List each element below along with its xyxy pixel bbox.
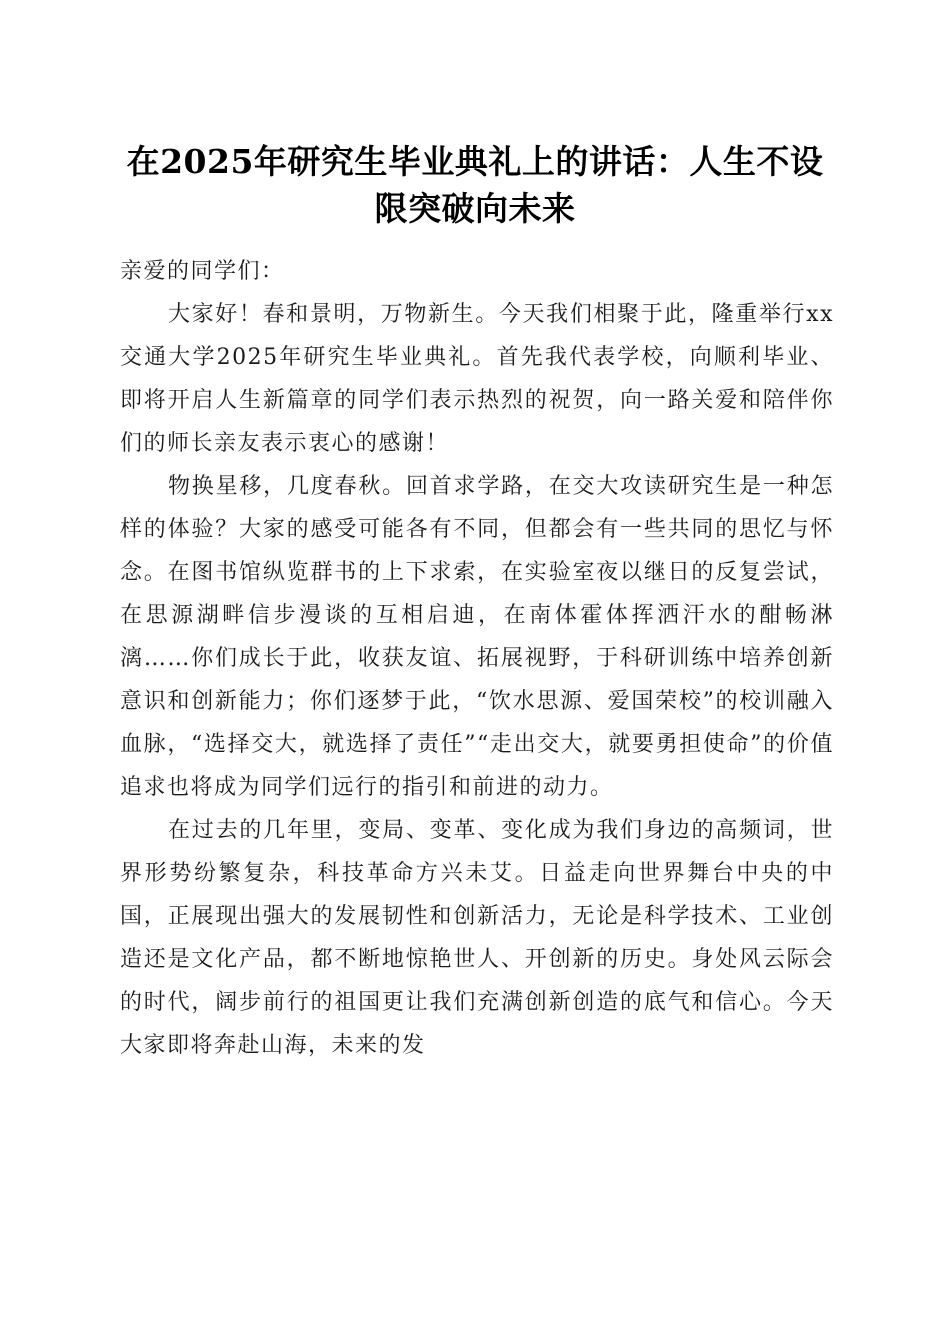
paragraph-era: 在过去的几年里，变局、变革、变化成为我们身边的高频词，世界形势纷繁复杂，科技革命方兴未艾。日益走向世界舞台中央的中国，正展现出强大的发展韧性和创新活力，无论是科学技术、工业创造还是文化产品，都不断地惊艳世人、开创新的历史。身处风云际会的时代，阔步前行的祖国更让我们充满创新创造的底气和信心。今天大家即将奔赴山海，未来的发 bbox=[120, 818, 834, 1058]
salutation: 亲爱的同学们： bbox=[120, 259, 285, 284]
paragraph-memories: 物换星移，几度春秋。回首求学路，在交大攻读研究生是一种怎样的体验？大家的感受可能各有不同，但都会有一些共同的思忆与怀念。在图书馆纵览群书的上下求索，在实验室夜以继日的反复尝试，在思源湖畔信步漫谈的互相启迪，在南体霍体挥洒汗水的酣畅淋漓……你们成长于此，收获友谊、拓展视野，于科研训练中培养创新意识和创新能力；你们逐梦于此，“饮水思源、爱国荣校”的校训融入血脉，“选择交大，就选择了责任”“走出交大，就要勇担使命”的价值追求也将成为同学们远行的指引和前进的动力。 bbox=[120, 474, 834, 800]
document-title: 在2025年研究生毕业典礼上的讲话：人生不设限突破向未来 bbox=[126, 142, 824, 228]
speech-body bbox=[120, 250, 834, 1067]
paragraph-greeting: 大家好！春和景明，万物新生。今天我们相聚于此，隆重举行xx交通大学2025年研究生毕业典礼。首先我代表学校，向顺利毕业、即将开启人生新篇章的同学们表示热烈的祝贺，向一路关爱和陪伴你们的师长亲友表示衷心的感谢！ bbox=[120, 302, 834, 456]
